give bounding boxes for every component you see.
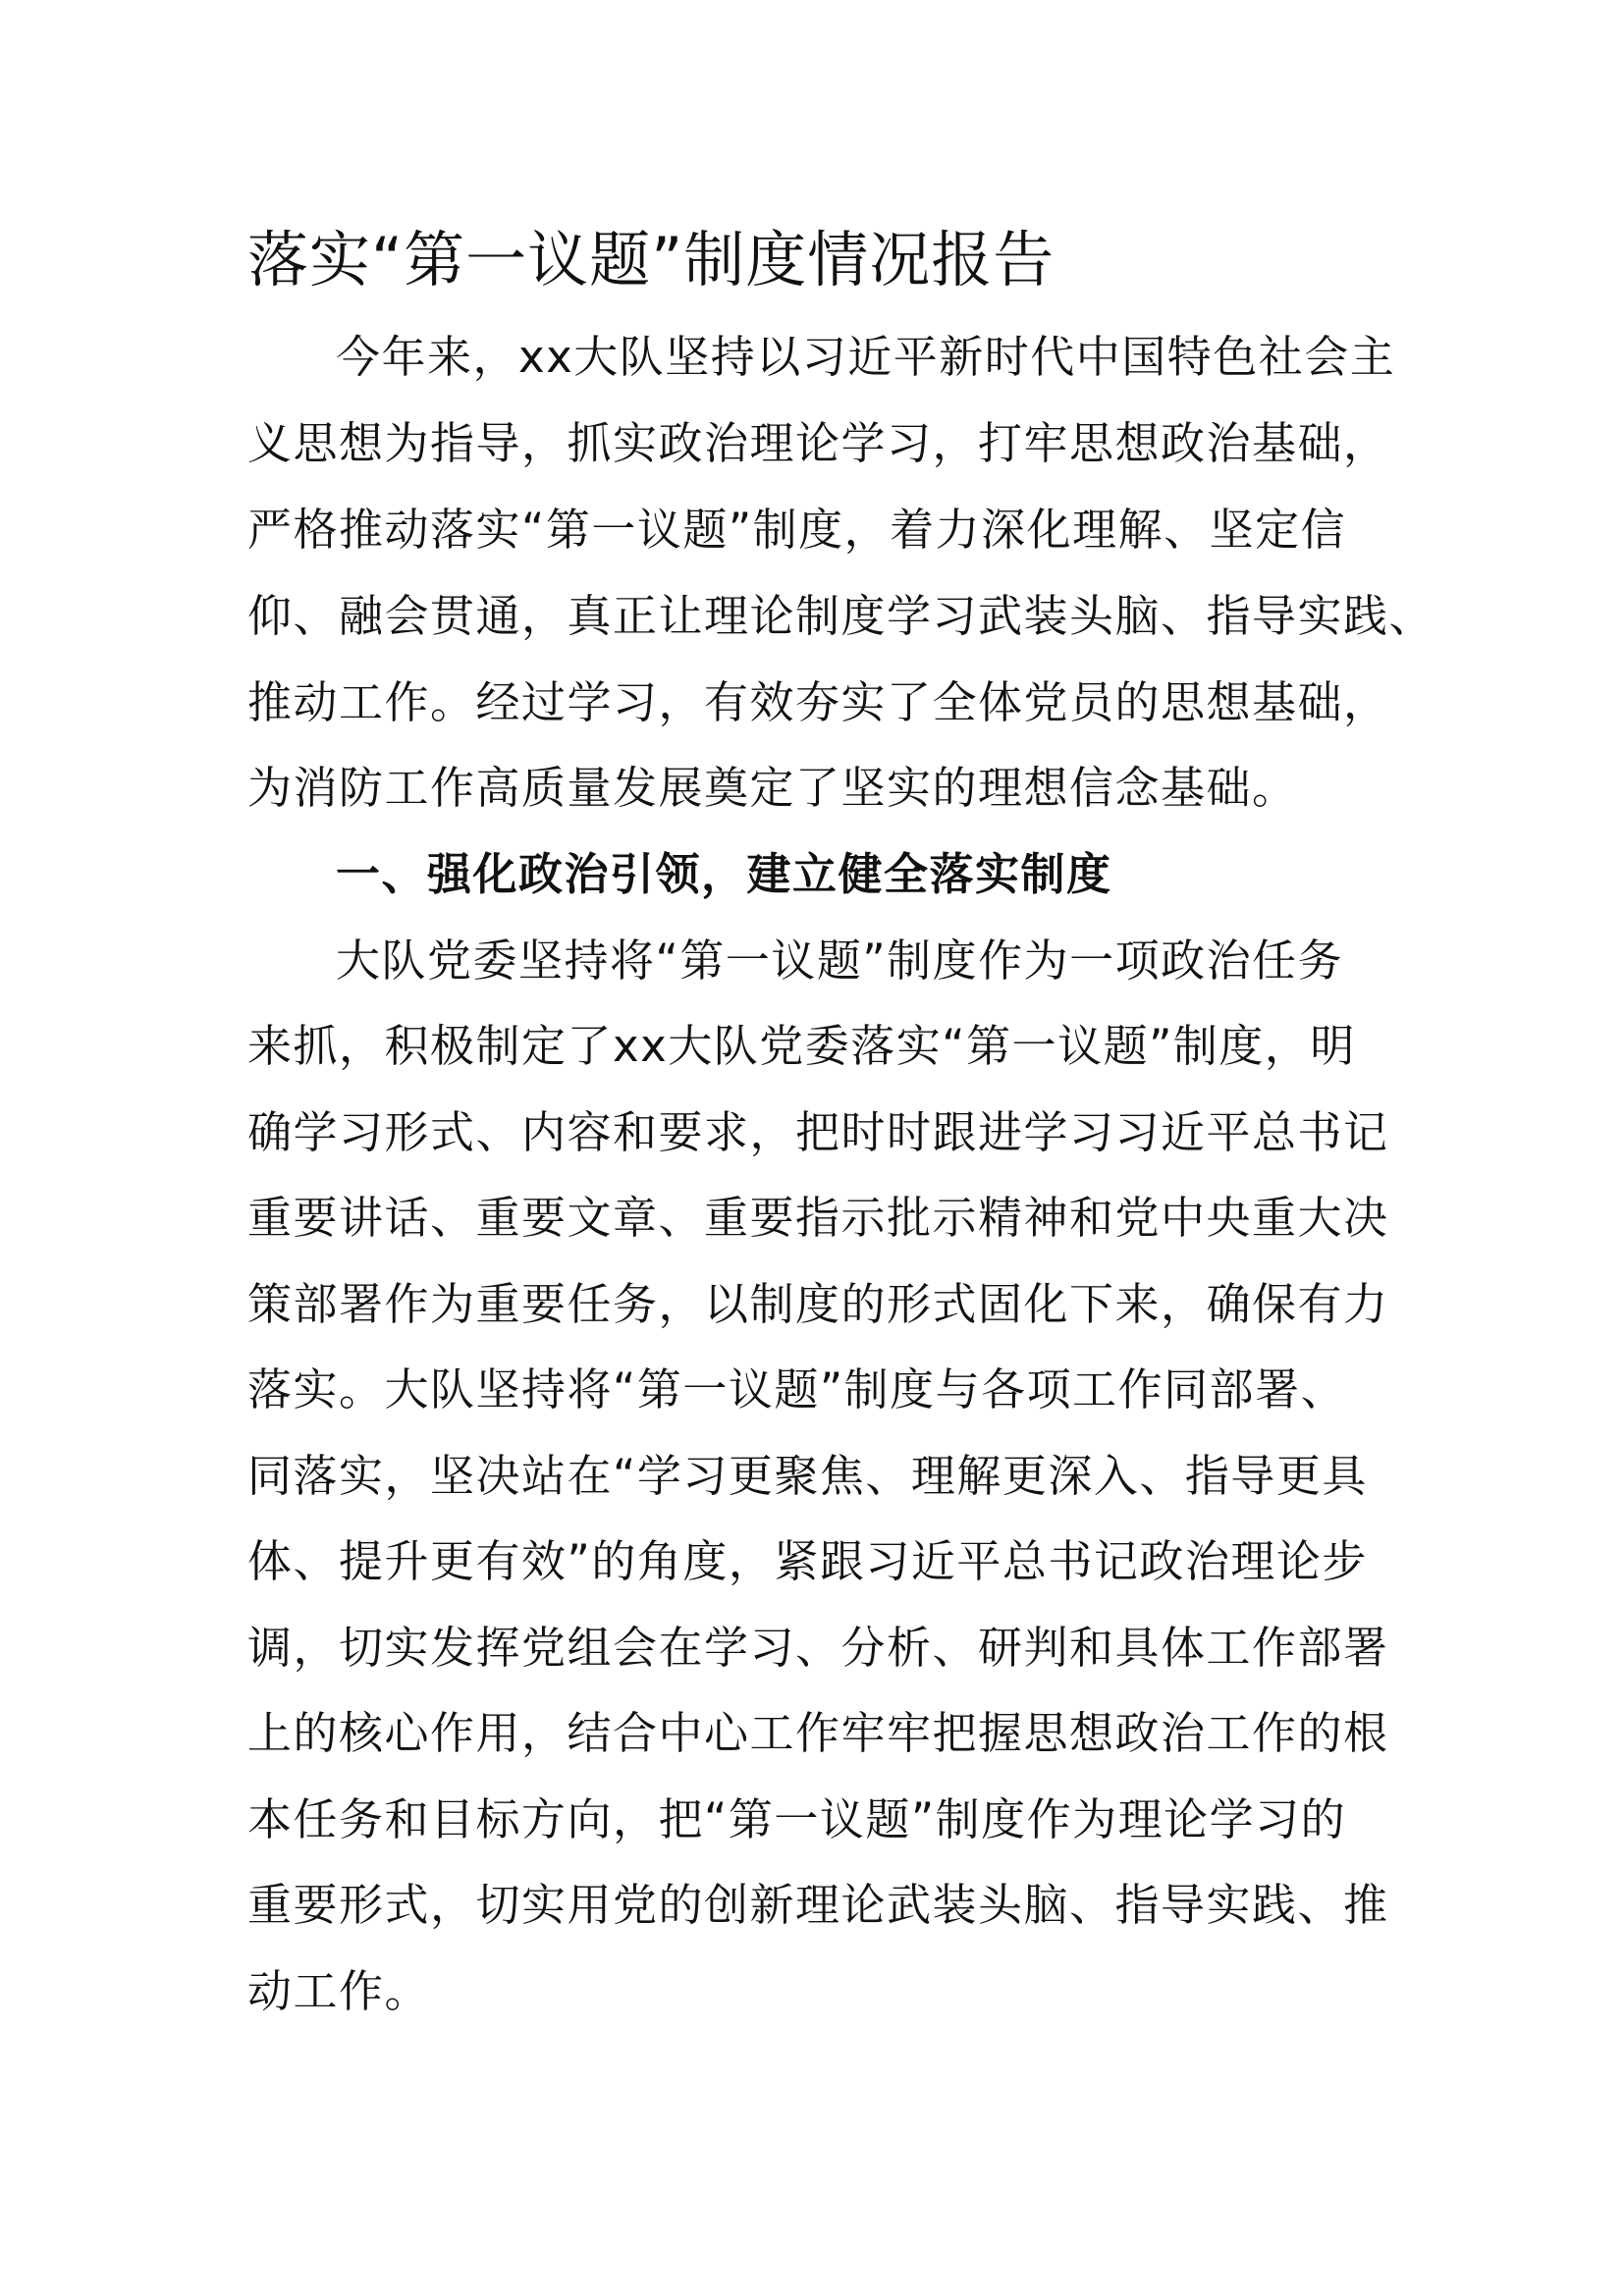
paragraph-1-line-4: 仰、融会贯通，真正让理论制度学习武装头脑、指导实践、 [247, 590, 1435, 642]
paragraph-2-line-10: 上的核心作用，结合中心工作牢牢把握思想政治工作的根 [247, 1707, 1389, 1759]
paragraph-1-line-3: 严格推动落实“第一议题”制度，着力深化理解、坚定信 [247, 504, 1347, 556]
document-title: 落实“第一议题”制度情况报告 [247, 224, 1055, 295]
paragraph-2-line-13: 动工作。 [247, 1965, 431, 2017]
paragraph-2-line-11: 本任务和目标方向，把“第一议题”制度作为理论学习的 [247, 1793, 1347, 1845]
paragraph-1-line-6: 为消防工作高质量发展奠定了坚实的理想信念基础。 [247, 762, 1298, 814]
paragraph-2-line-4: 重要讲话、重要文章、重要指示批示精神和党中央重大决 [247, 1192, 1389, 1244]
section-heading-1: 一、强化政治引领，建立健全落实制度 [336, 848, 1112, 900]
paragraph-2-line-1: 大队党委坚持将“第一议题”制度作为一项政治任务 [336, 934, 1344, 987]
paragraph-2-line-8: 体、提升更有效”的角度，紧跟习近平总书记政治理论步 [247, 1535, 1368, 1587]
paragraph-1-line-2: 义思想为指导，抓实政治理论学习，打牢思想政治基础， [247, 417, 1389, 469]
paragraph-2-line-3: 确学习形式、内容和要求，把时时跟进学习习近平总书记 [247, 1106, 1389, 1158]
paragraph-2-line-9: 调，切实发挥党组会在学习、分析、研判和具体工作部署 [247, 1622, 1389, 1674]
paragraph-2-line-6: 落实。大队坚持将“第一议题”制度与各项工作同部署、 [247, 1363, 1347, 1415]
paragraph-2-line-12: 重要形式，切实用党的创新理论武装头脑、指导实践、推 [247, 1879, 1389, 1931]
paragraph-1-line-1: 今年来，xx大队坚持以习近平新时代中国特色社会主 [336, 331, 1396, 383]
paragraph-2-line-7: 同落实，坚决站在“学习更聚焦、理解更深入、指导更具 [247, 1450, 1368, 1502]
paragraph-2-line-2: 来抓，积极制定了xx大队党委落实“第一议题”制度，明 [247, 1020, 1356, 1072]
paragraph-1-line-5: 推动工作。经过学习，有效夯实了全体党员的思想基础， [247, 676, 1389, 728]
paragraph-2-line-5: 策部署作为重要任务，以制度的形式固化下来，确保有力 [247, 1278, 1389, 1330]
